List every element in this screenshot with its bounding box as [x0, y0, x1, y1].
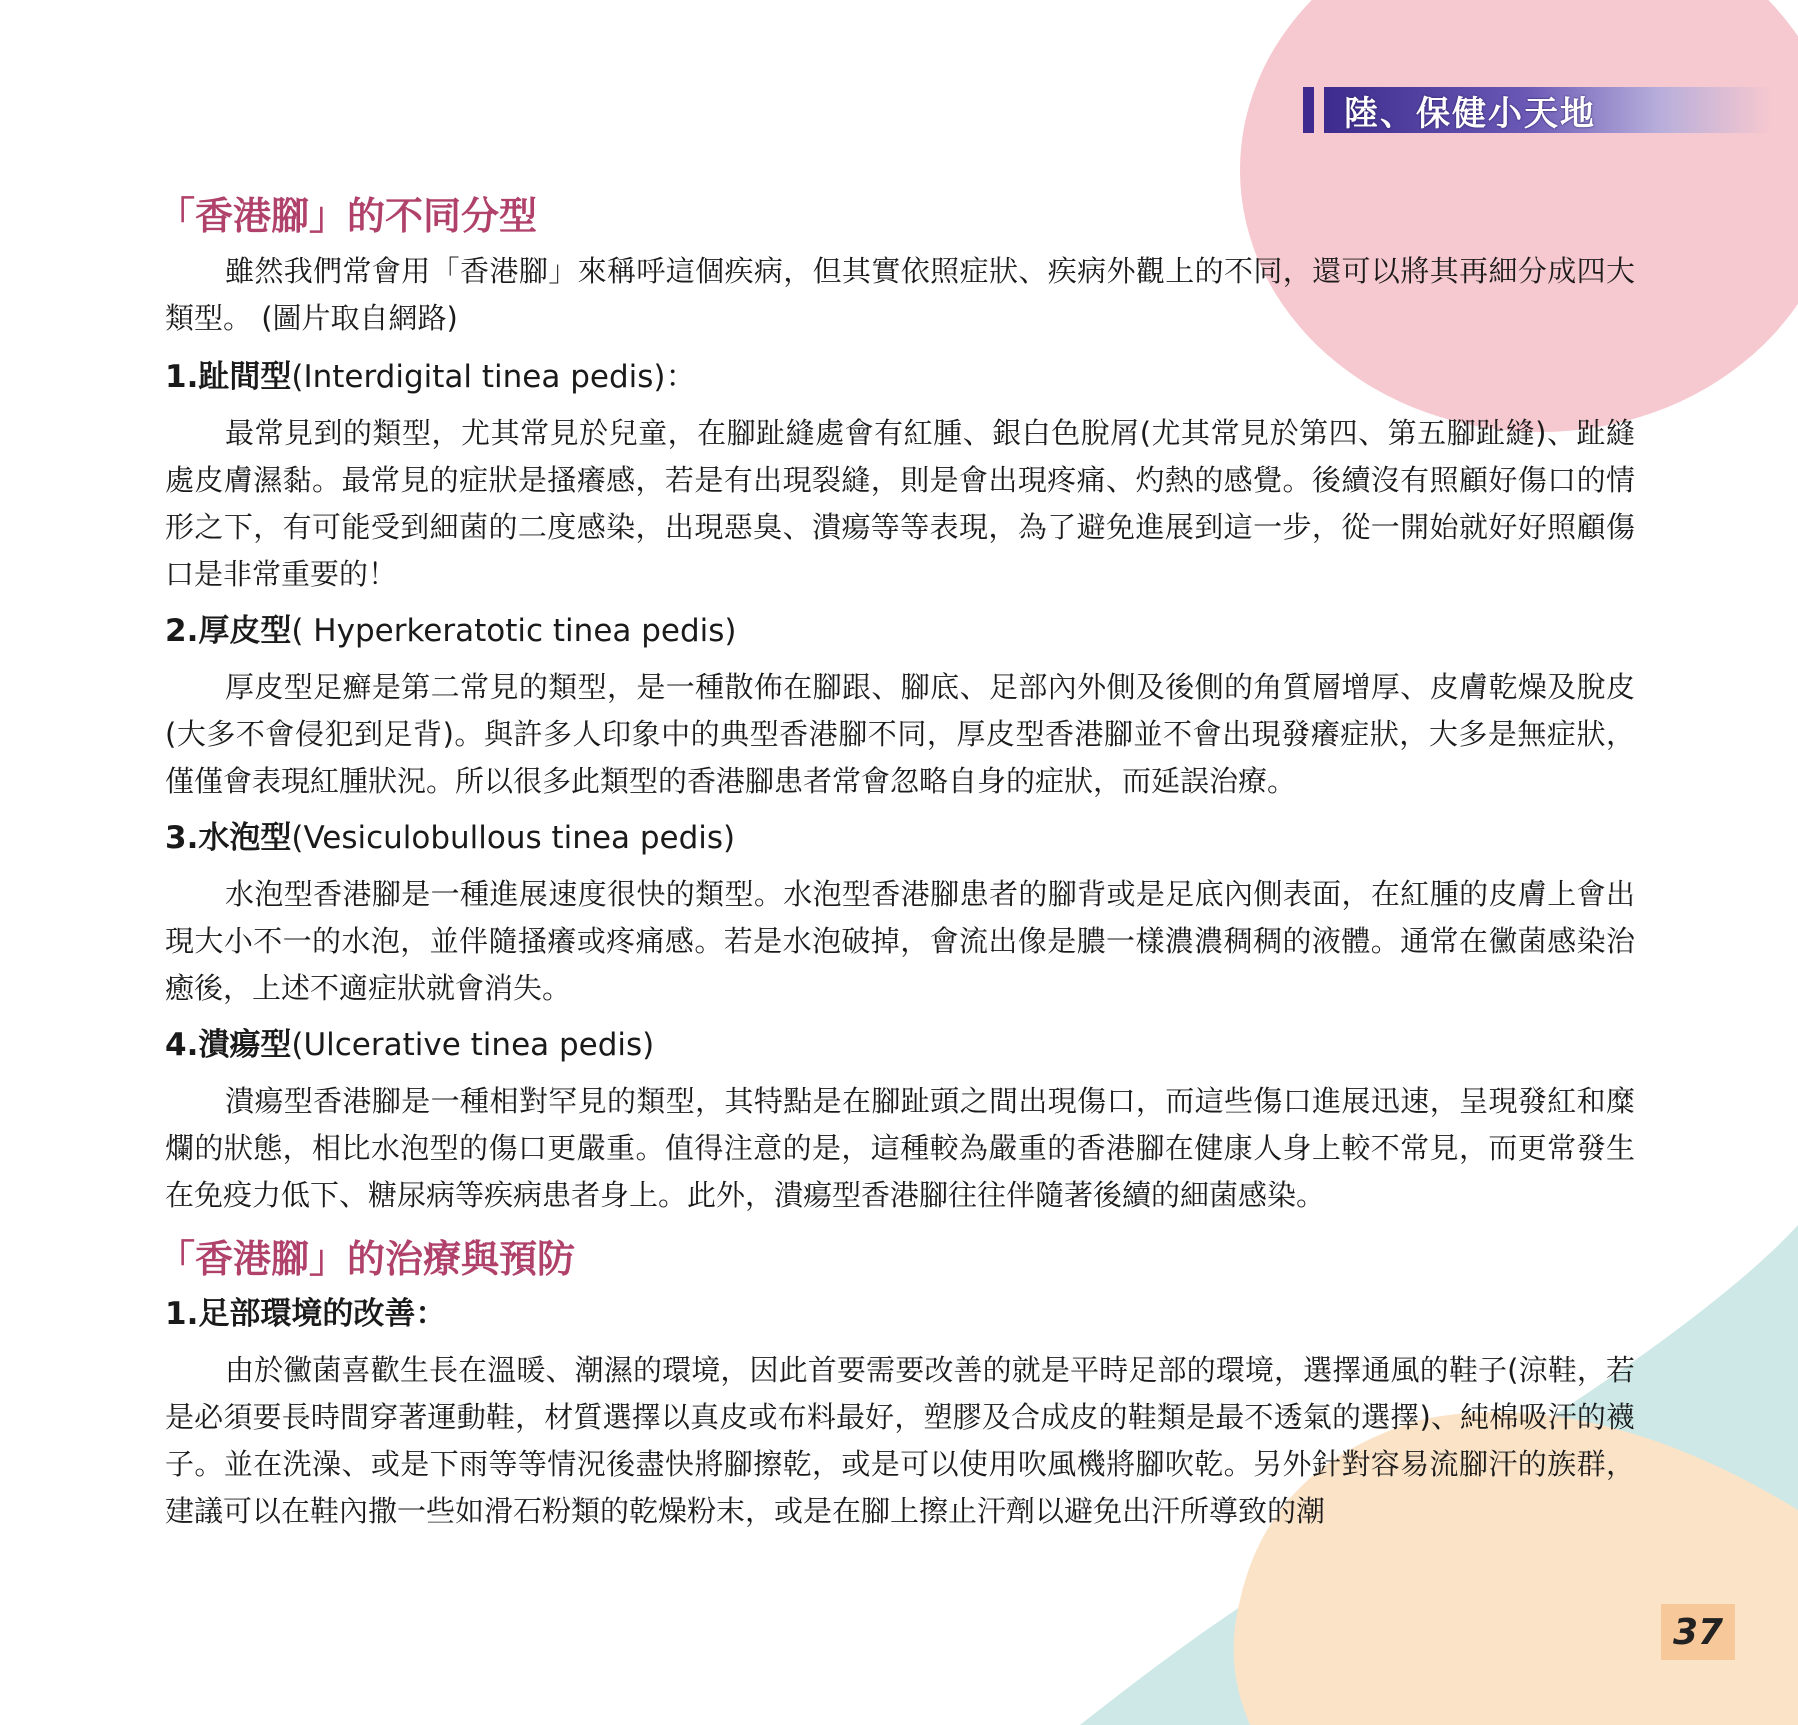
- type-paragraph-vesiculobullous: 水泡型香港腳是一種進展速度很快的類型。水泡型香港腳患者的腳背或是足底內側表面，在紅腫的皮膚上會出現大小不一的水泡，並伴隨搔癢或疼痛感。若是水泡破掉，會流出像是膿一樣濃濃稠稠的液體。通常在黴菌感染治癒後，上述不適症狀就會消失。: [165, 877, 1635, 1005]
- type-heading-en: (Ulcerative tinea pedis): [291, 1027, 655, 1063]
- type-heading-interdigital: [165, 356, 1635, 398]
- header-label-background: [1324, 87, 1771, 133]
- section-title-treatment: 「香港腳」的治療與預防: [157, 1237, 576, 1281]
- type-heading-zh: 3.水泡型: [165, 820, 292, 856]
- section-title-types: 「香港腳」的不同分型: [157, 194, 538, 238]
- type-heading-zh: 4.潰瘍型: [165, 1027, 292, 1063]
- type-heading-zh: 1.趾間型: [165, 359, 292, 395]
- page-number-badge: [1661, 1604, 1735, 1660]
- section-header-label: 陸、保健小天地: [1344, 93, 1596, 134]
- type-heading-en: ( Hyperkeratotic tinea pedis): [291, 613, 737, 649]
- type-heading-vesiculobullous: [165, 817, 1635, 859]
- section-header-banner: [1303, 87, 1771, 133]
- type-heading-en: (Interdigital tinea pedis)：: [291, 359, 697, 395]
- type-paragraph-ulcerative: 潰瘍型香港腳是一種相對罕見的類型，其特點是在腳趾頭之間出現傷口，而這些傷口進展迅速，呈現發紅和糜爛的狀態，相比水泡型的傷口更嚴重。值得注意的是，這種較為嚴重的香港腳在健康人身上較不常見，而更常發生在免疫力低下、糖尿病等疾病患者身上。此外，潰瘍型香港腳往往伴隨著後續的細菌感染。: [165, 1084, 1635, 1212]
- intro-paragraph: 雖然我們常會用「香港腳」來稱呼這個疾病，但其實依照症狀、疾病外觀上的不同，還可以將其再細分成四大類型。 (圖片取自網路): [165, 254, 1635, 335]
- header-accent-bar: [1303, 87, 1314, 133]
- article-content: [157, 190, 1635, 1535]
- type-heading-hyperkeratotic: [165, 610, 1635, 652]
- type-paragraph-hyperkeratotic: 厚皮型足癬是第二常見的類型，是一種散佈在腳跟、腳底、足部內外側及後側的角質層增厚、皮膚乾燥及脫皮(大多不會侵犯到足背)。與許多人印象中的典型香港腳不同，厚皮型香港腳並不會出現發癢症狀，大多是無症狀，僅僅會表現紅腫狀況。所以很多此類型的香港腳患者常會忽略自身的症狀，而延誤治療。: [165, 670, 1635, 798]
- page-number: 37: [1672, 1611, 1724, 1653]
- type-heading-en: (Vesiculobullous tinea pedis): [291, 820, 736, 856]
- type-paragraph-interdigital: 最常見到的類型，尤其常見於兒童，在腳趾縫處會有紅腫、銀白色脫屑(尤其常見於第四、第五腳趾縫)、趾縫處皮膚濕黏。最常見的症狀是搔癢感，若是有出現裂縫，則是會出現疼痛、灼熱的感覺。後續沒有照顧好傷口的情形之下，有可能受到細菌的二度感染，出現惡臭、潰瘍等等表現，為了避免進展到這一步，從一開始就好好照顧傷口是非常重要的！: [165, 416, 1635, 591]
- type-heading-zh: 2.厚皮型: [165, 613, 292, 649]
- treatment-paragraph-foot-environment: 由於黴菌喜歡生長在溫暖、潮濕的環境，因此首要需要改善的就是平時足部的環境，選擇通風的鞋子(涼鞋，若是必須要長時間穿著運動鞋，材質選擇以真皮或布料最好，塑膠及合成皮的鞋類是最不透氣的選擇)、純棉吸汗的襪子。並在洗澡、或是下雨等等情況後盡快將腳擦乾，或是可以使用吹風機將腳吹乾。另外針對容易流腳汗的族群，建議可以在鞋內撒一些如滑石粉類的乾燥粉末，或是在腳上擦止汗劑以避免出汗所導致的潮: [165, 1353, 1635, 1528]
- type-heading-ulcerative: [165, 1024, 1635, 1066]
- treatment-heading-foot-environment: 1.足部環境的改善：: [165, 1296, 447, 1332]
